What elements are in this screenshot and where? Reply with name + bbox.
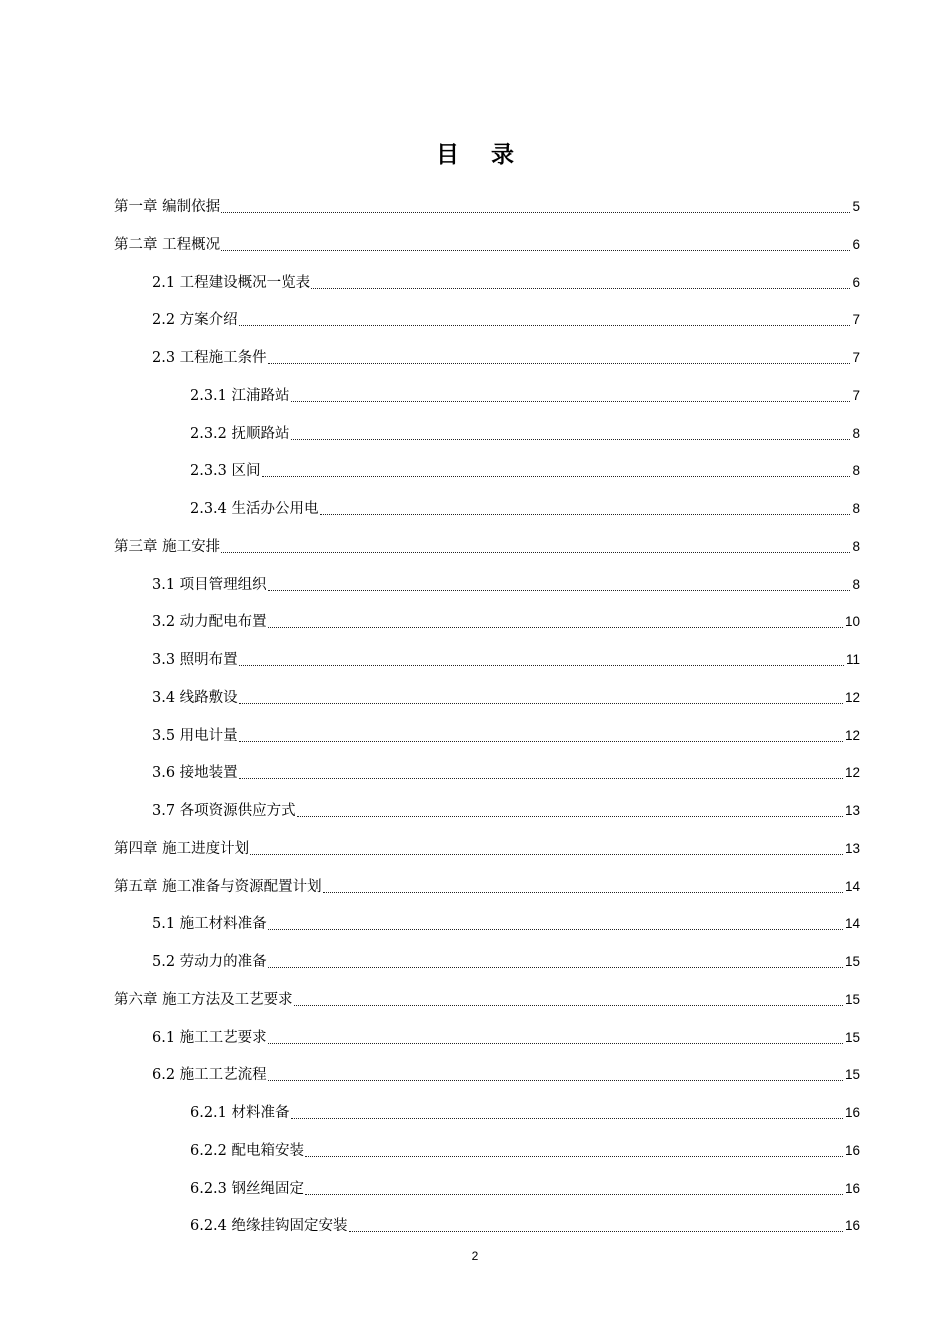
toc-entry-label: 2.3.4 生活办公用电 (190, 501, 319, 517)
toc-entry-label: 2.3 工程施工条件 (152, 350, 267, 366)
toc-entry-page: 15 (844, 954, 860, 969)
dot-leader (268, 575, 851, 591)
toc-entry-3-4[interactable] (114, 688, 860, 726)
toc-entry-chapter-2[interactable] (114, 235, 860, 273)
toc-entry-label: 2.1 工程建设概况一览表 (152, 274, 311, 291)
toc-entry-3-7[interactable] (114, 801, 860, 839)
toc-entry-5-1[interactable] (114, 914, 860, 952)
dot-leader (221, 235, 850, 251)
dot-leader (239, 763, 843, 779)
dot-leader (268, 952, 843, 968)
toc-entry-page: 7 (852, 387, 860, 403)
toc-entry-label: 第三章 施工安排 (114, 538, 221, 555)
toc-entry-label: 3.3 照明布置 (152, 652, 238, 668)
toc-entry-page: 16 (844, 1142, 860, 1158)
toc-entry-label: 3.7 各项资源供应方式 (152, 803, 296, 819)
toc-entry-label: 6.2.2 配电箱安装 (190, 1142, 305, 1159)
toc-entry-page: 5 (852, 199, 860, 214)
dot-leader (221, 197, 850, 213)
toc-entry-page: 13 (844, 840, 860, 856)
toc-entry-label: 6.2.3 钢丝绳固定 (190, 1180, 305, 1197)
dot-leader (297, 801, 843, 817)
dot-leader (268, 914, 843, 930)
toc-entry-6-2-3[interactable] (114, 1179, 860, 1217)
toc-entry-label: 3.2 动力配电布置 (152, 614, 267, 631)
toc-entry-3-1[interactable] (114, 575, 860, 613)
toc-entry-label: 2.3.3 区间 (190, 463, 261, 480)
toc-entry-page: 14 (844, 916, 860, 932)
dot-leader (239, 310, 851, 326)
toc-entry-2-3-1[interactable] (114, 386, 860, 424)
dot-leader (221, 537, 850, 553)
toc-entry-5-2[interactable] (114, 952, 860, 990)
toc-entry-label: 5.1 施工材料准备 (152, 916, 267, 933)
toc-entry-label: 第一章 编制依据 (114, 199, 221, 215)
toc-entry-label: 6.2.4 绝缘挂钩固定安装 (190, 1218, 348, 1235)
toc-title: 目 录 (435, 142, 526, 168)
toc-entry-page: 16 (844, 1105, 860, 1120)
dot-leader (305, 1179, 843, 1195)
dot-leader (239, 650, 844, 666)
dot-leader (268, 612, 843, 628)
toc-entry-page: 6 (852, 236, 860, 252)
page-number: 2 (471, 1249, 479, 1263)
toc-entry-3-2[interactable] (114, 612, 860, 650)
dot-leader (268, 1065, 843, 1081)
toc-entry-page: 8 (852, 501, 860, 516)
dot-leader (311, 273, 850, 289)
toc-entry-6-1[interactable] (114, 1028, 860, 1066)
toc-entry-label: 第六章 施工方法及工艺要求 (114, 991, 293, 1008)
toc-entry-label: 6.1 施工工艺要求 (152, 1029, 267, 1046)
toc-entry-page: 7 (852, 312, 860, 328)
toc-entry-page: 13 (844, 803, 860, 818)
dot-leader (268, 348, 851, 364)
toc-entry-chapter-1[interactable] (114, 197, 860, 235)
table-of-contents (114, 197, 860, 1254)
toc-entry-2-3-4[interactable] (114, 499, 860, 537)
toc-entry-label: 2.3.2 抚顺路站 (190, 425, 290, 442)
toc-entry-page: 12 (844, 727, 860, 743)
toc-entry-3-5[interactable] (114, 726, 860, 764)
dot-leader (239, 726, 843, 742)
toc-entry-label: 第五章 施工准备与资源配置计划 (114, 878, 322, 895)
toc-entry-3-6[interactable] (114, 763, 860, 801)
toc-entry-page: 14 (844, 878, 860, 894)
toc-entry-3-3[interactable] (114, 650, 860, 688)
toc-entry-2-1[interactable] (114, 273, 860, 311)
dot-leader (250, 839, 843, 855)
toc-entry-chapter-5[interactable] (114, 877, 860, 915)
toc-entry-page: 16 (844, 1218, 860, 1234)
dot-leader (291, 424, 851, 440)
toc-entry-label: 2.3.1 江浦路站 (190, 387, 290, 404)
toc-entry-6-2-1[interactable] (114, 1103, 860, 1141)
toc-entry-page: 8 (852, 425, 860, 441)
toc-entry-label: 3.6 接地装置 (152, 765, 238, 782)
dot-leader (323, 877, 843, 893)
toc-entry-2-3-3[interactable] (114, 461, 860, 499)
toc-entry-page: 16 (844, 1180, 860, 1196)
dot-leader (268, 1028, 843, 1044)
toc-entry-chapter-6[interactable] (114, 990, 860, 1028)
toc-entry-label: 2.2 方案介绍 (152, 312, 238, 329)
toc-entry-label: 6.2.1 材料准备 (190, 1105, 290, 1121)
dot-leader (291, 386, 851, 402)
toc-entry-page: 6 (852, 274, 860, 290)
dot-leader (239, 688, 843, 704)
toc-entry-page: 8 (852, 463, 860, 479)
toc-entry-6-2[interactable] (114, 1065, 860, 1103)
toc-entry-6-2-2[interactable] (114, 1141, 860, 1179)
toc-entry-2-2[interactable] (114, 310, 860, 348)
toc-entry-label: 3.1 项目管理组织 (152, 576, 267, 593)
toc-entry-2-3-2[interactable] (114, 424, 860, 462)
toc-entry-chapter-4[interactable] (114, 839, 860, 877)
dot-leader (320, 499, 851, 515)
toc-entry-page: 12 (844, 765, 860, 781)
dot-leader (349, 1216, 843, 1232)
dot-leader (305, 1141, 843, 1157)
toc-entry-2-3[interactable] (114, 348, 860, 386)
dot-leader (262, 461, 851, 477)
toc-entry-page: 11 (845, 652, 860, 667)
toc-entry-chapter-3[interactable] (114, 537, 860, 575)
toc-entry-page: 15 (844, 1067, 860, 1083)
toc-entry-page: 8 (852, 538, 860, 554)
dot-leader (294, 990, 843, 1006)
toc-entry-label: 3.4 线路敷设 (152, 689, 238, 706)
toc-entry-page: 15 (844, 1029, 860, 1045)
toc-entry-label: 第二章 工程概况 (114, 236, 221, 253)
toc-entry-page: 7 (852, 350, 860, 365)
toc-entry-label: 6.2 施工工艺流程 (152, 1067, 267, 1084)
toc-entry-page: 15 (844, 991, 860, 1007)
toc-entry-label: 第四章 施工进度计划 (114, 840, 250, 857)
toc-entry-label: 5.2 劳动力的准备 (152, 954, 267, 970)
toc-entry-label: 3.5 用电计量 (152, 727, 238, 744)
dot-leader (291, 1103, 843, 1119)
toc-entry-page: 10 (844, 614, 860, 630)
toc-entry-page: 12 (844, 689, 860, 705)
toc-entry-page: 8 (852, 576, 860, 592)
